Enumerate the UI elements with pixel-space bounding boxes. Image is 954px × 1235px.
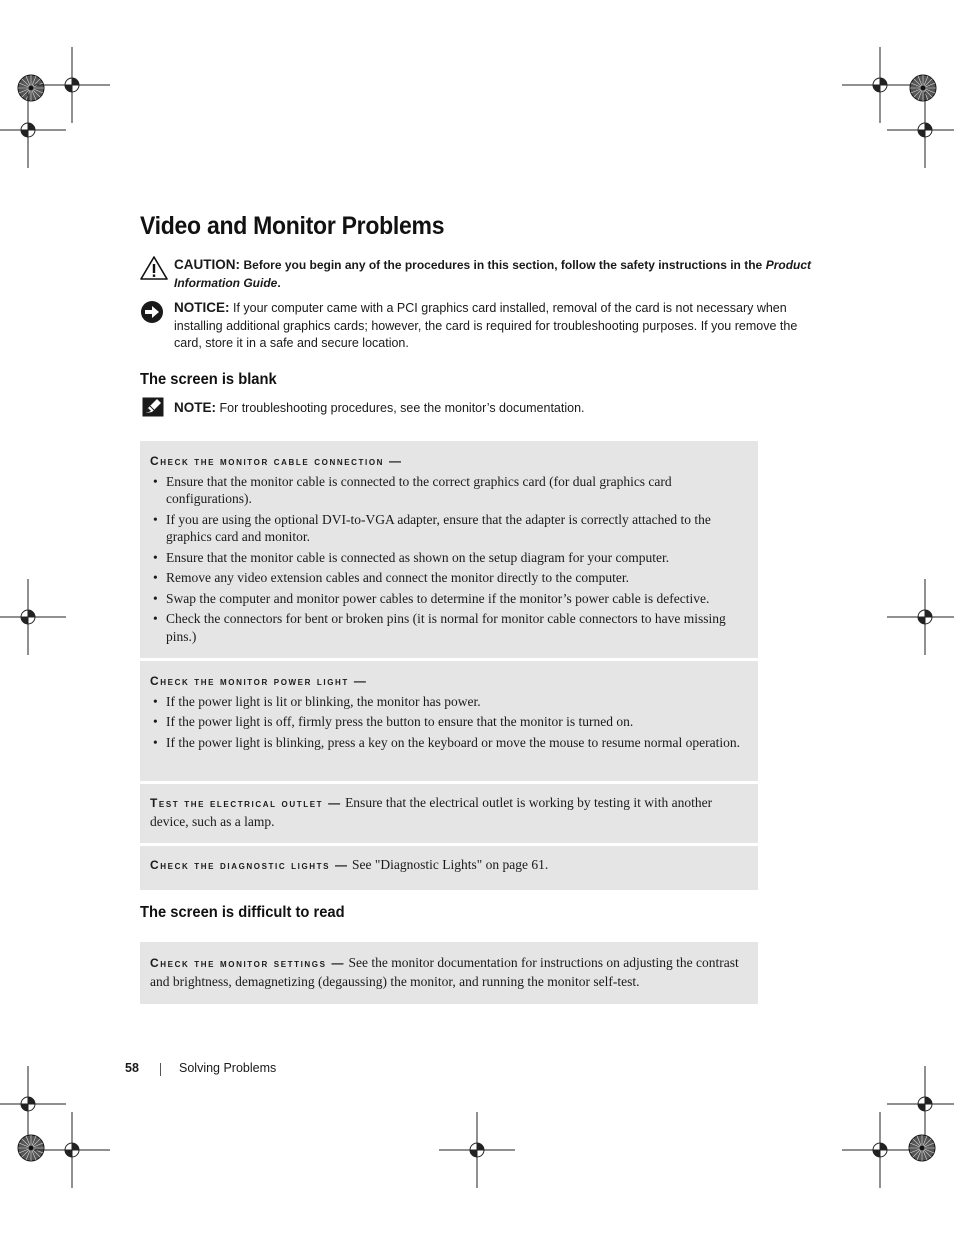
caution-end: .	[277, 275, 281, 290]
section-title-screen-blank: The screen is blank	[140, 371, 277, 388]
box-heading: Check the monitor power light —	[150, 674, 368, 688]
footer-divider	[160, 1063, 161, 1076]
caution-text: Before you begin any of the procedures in this section, follow the safety instructions in the	[243, 258, 763, 272]
box-text: See the monitor documentation for instructions on adjusting the contrast and brightness, demagnetizing (degaussing) the monitor, and running the monitor self-test.	[150, 955, 739, 989]
list-item: • If the power light is off, firmly press the button to ensure that the monitor is turned on.	[150, 713, 748, 731]
check-monitor-power-box	[140, 661, 758, 781]
notice-block	[140, 299, 816, 353]
note-label: NOTE:	[174, 400, 216, 415]
list-item: • Ensure that the monitor cable is connected to the correct graphics card (for dual graphics card configurations).	[150, 473, 748, 508]
page-number: 58	[125, 1061, 139, 1075]
list-item: • If the power light is lit or blinking, the monitor has power.	[150, 693, 748, 711]
note-text: For troubleshooting procedures, see the monitor’s documentation.	[219, 401, 585, 415]
note-block	[140, 399, 820, 418]
caution-label: CAUTION:	[174, 257, 240, 272]
box-heading: Check the monitor settings —	[150, 956, 346, 970]
box-heading: Check the diagnostic lights —	[150, 858, 349, 872]
box-text: Ensure that the electrical outlet is working by testing it with another device, such as a lamp.	[150, 795, 713, 829]
list-item: • Swap the computer and monitor power cables to determine if the monitor’s power cable is defective.	[150, 590, 748, 608]
list-item: • Check the connectors for bent or broken pins (it is normal for monitor cable connectors to have missing pins.)	[150, 610, 748, 645]
box-heading: Test the electrical outlet —	[150, 796, 342, 810]
list-item: • Ensure that the monitor cable is connected as shown on the setup diagram for your computer.	[150, 549, 748, 567]
warning-triangle-icon	[140, 256, 168, 280]
check-monitor-cable-box	[140, 441, 758, 658]
caution-block	[140, 256, 820, 292]
product-guide-name: Product Information Guide	[174, 258, 812, 290]
check-diagnostic-lights-box	[140, 846, 758, 890]
note-pencil-icon	[142, 397, 164, 417]
check-monitor-settings-box	[140, 942, 758, 1004]
box-heading: Check the monitor cable connection —	[150, 454, 403, 468]
notice-arrow-icon	[140, 300, 164, 324]
power-check-list	[150, 693, 748, 752]
page-title: Video and Monitor Problems	[140, 212, 445, 240]
notice-label: NOTICE:	[174, 300, 230, 315]
footer-section-name: Solving Problems	[179, 1061, 277, 1075]
cable-check-list	[150, 473, 748, 646]
list-item: • If you are using the optional DVI-to-VGA adapter, ensure that the adapter is correctly attached to the graphics card and monitor.	[150, 511, 748, 546]
test-electrical-outlet-box	[140, 784, 758, 843]
list-item: • If the power light is blinking, press a key on the keyboard or move the mouse to resume normal operation.	[150, 734, 748, 752]
notice-text: If your computer came with a PCI graphics card installed, removal of the card is not necessary when installing additional graphics cards; however, the card is required for troubleshooting purposes. If you remove the card, store it in a safe and secure location.	[174, 301, 798, 350]
box-text: See "Diagnostic Lights" on page 61.	[352, 857, 549, 872]
list-item: • Remove any video extension cables and connect the monitor directly to the computer.	[150, 569, 748, 587]
section-title-screen-difficult: The screen is difficult to read	[140, 904, 345, 921]
